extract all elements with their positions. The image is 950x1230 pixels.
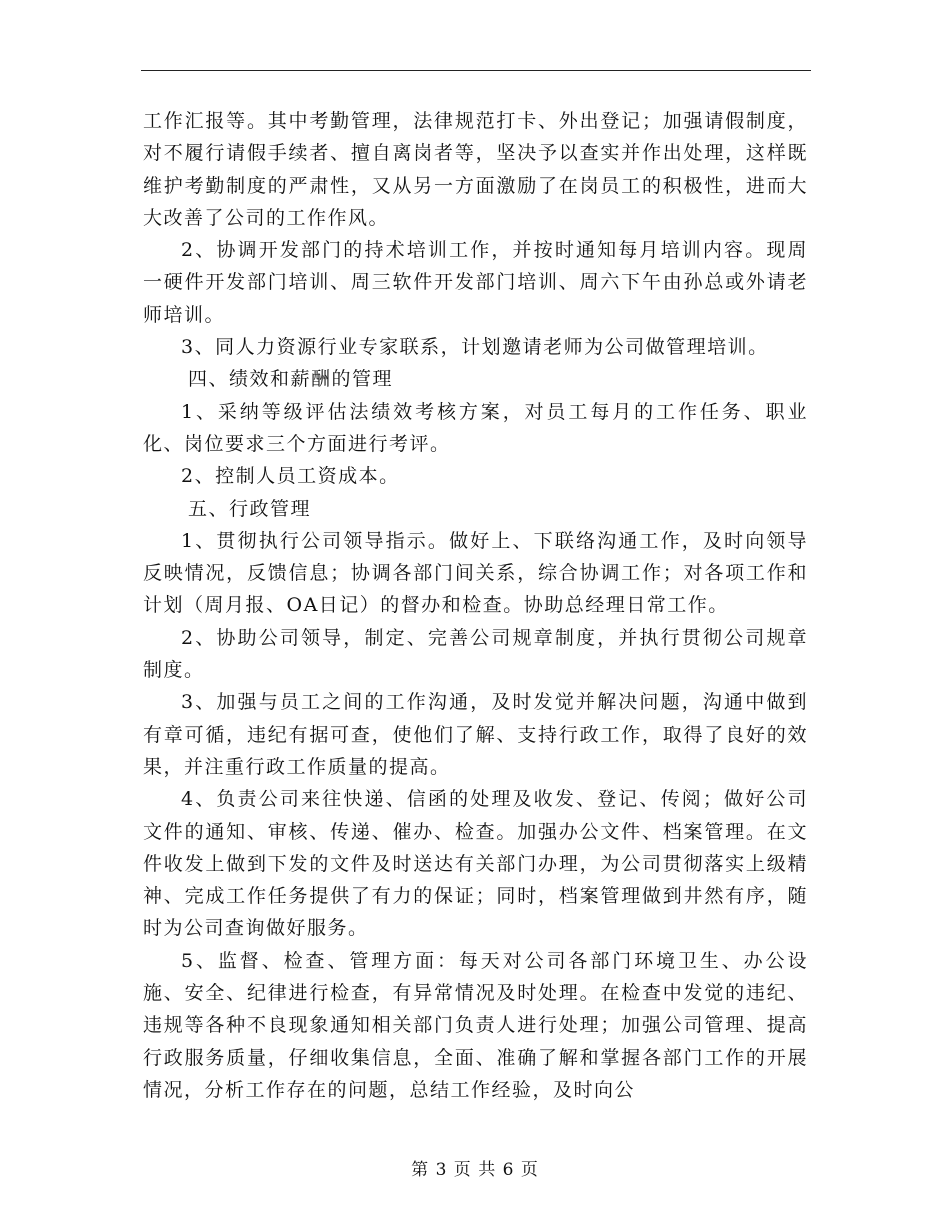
paragraph-training-schedule: 2、协调开发部门的持术培训工作，并按时通知每月培训内容。现周一硬件开发部门培训、周三软件开发部门培训、周六下午由孙总或外请老师培训。 — [143, 239, 808, 326]
paragraph-supervision: 5、监督、检查、管理方面：每天对公司各部门环境卫生、办公设施、安全、纪律进行检查，有异常情况及时处理。在检查中发觉的违纪、违规等各种不良现象通知相关部门负责人进行处理；加强公司管理、提高行政服务质量，仔细收集信息，全面、准确了解和掌握各部门工作的开展情况，分析工作存在的问题，总结工作经验，及时向公 — [143, 949, 808, 1101]
section-heading-administration: 五、行政管理 — [188, 497, 312, 520]
paragraph-document-handling: 4、负责公司来往快递、信函的处理及收发、登记、传阅；做好公司文件的通知、审核、传递、催办、检查。加强办公文件、档案管理。在文件收发上做到下发的文件及时送达有关部门办理，为公司贯彻落实上级精神、完成工作任务提供了有力的保证；同时，档案管理做到井然有序，随时为公司查询做好服务。 — [143, 788, 808, 940]
paragraph-grade-assessment: 1、采纳等级评估法绩效考核方案，对员工每月的工作任务、职业化、岗位要求三个方面进行考评。 — [143, 400, 808, 455]
header-rule — [141, 70, 811, 71]
paragraph-communication: 3、加强与员工之间的工作沟通，及时发觉并解决问题，沟通中做到有章可循，违纪有据可查，使他们了解、支持行政工作，取得了良好的效果，并注重行政工作质量的提高。 — [143, 691, 808, 778]
paragraph-salary-cost: 2、控制人员工资成本。 — [181, 465, 400, 488]
paragraph-leadership-directives: 1、贯彻执行公司领导指示。做好上、下联络沟通工作，及时向领导反映情况，反馈信息；协调各部门间关系，综合协调工作；对各项工作和计划（周月报、OA日记）的督办和检查。协助总经理日常工作。 — [143, 529, 808, 617]
section-heading-performance: 四、绩效和薪酬的管理 — [188, 368, 394, 391]
document-body — [143, 105, 808, 1106]
page-number-footer: 第 3 页 共 6 页 — [411, 1160, 539, 1180]
paragraph-continuation: 工作汇报等。其中考勤管理，法律规范打卡、外出登记；加强请假制度，对不履行请假手续者、擅自离岗者等，坚决予以查实并作出处理，这样既维护考勤制度的严肃性，又从另一方面激励了在岗员工的积极性，进而大大改善了公司的工作作风。 — [143, 110, 808, 229]
paragraph-expert-contact: 3、同人力资源行业专家联系，计划邀请老师为公司做管理培训。 — [181, 336, 769, 359]
paragraph-regulations: 2、协助公司领导，制定、完善公司规章制度，并执行贯彻公司规章制度。 — [143, 626, 808, 682]
